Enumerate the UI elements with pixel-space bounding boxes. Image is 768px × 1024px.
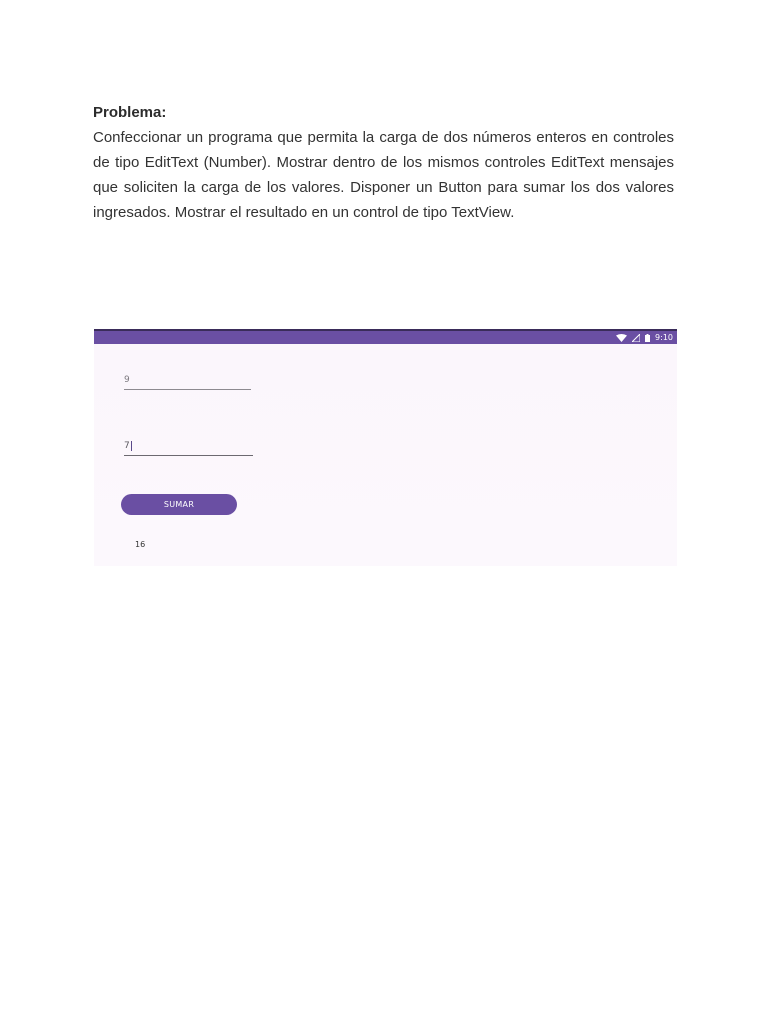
result-textview: 16: [135, 540, 146, 549]
signal-icon: [632, 334, 640, 342]
number-input-2[interactable]: [124, 437, 253, 456]
wifi-icon: [616, 334, 627, 342]
status-icons: [616, 331, 673, 344]
number-input-1-value: 9: [124, 375, 130, 385]
battery-icon: [645, 334, 650, 342]
problem-description: Confeccionar un programa que permita la carga de dos números enteros en controles de tipo EditText (Number). Mostrar dentro de los mismos controles EditText mensajes que soliciten la carga de los valores. Disponer un Button para sumar los dos valores ingresados. Mostrar el resultado en un control de tipo TextView.: [93, 129, 674, 221]
text-cursor: [131, 441, 132, 451]
number-input-1[interactable]: [124, 371, 251, 390]
number-input-2-value: 7: [124, 441, 130, 451]
problem-heading: Problema:: [93, 104, 167, 121]
status-time: 9:10: [655, 333, 673, 342]
android-app-screenshot: [94, 329, 677, 566]
sumar-button[interactable]: SUMAR: [121, 494, 237, 515]
status-bar: [94, 331, 677, 344]
document-text-block: [93, 103, 674, 225]
